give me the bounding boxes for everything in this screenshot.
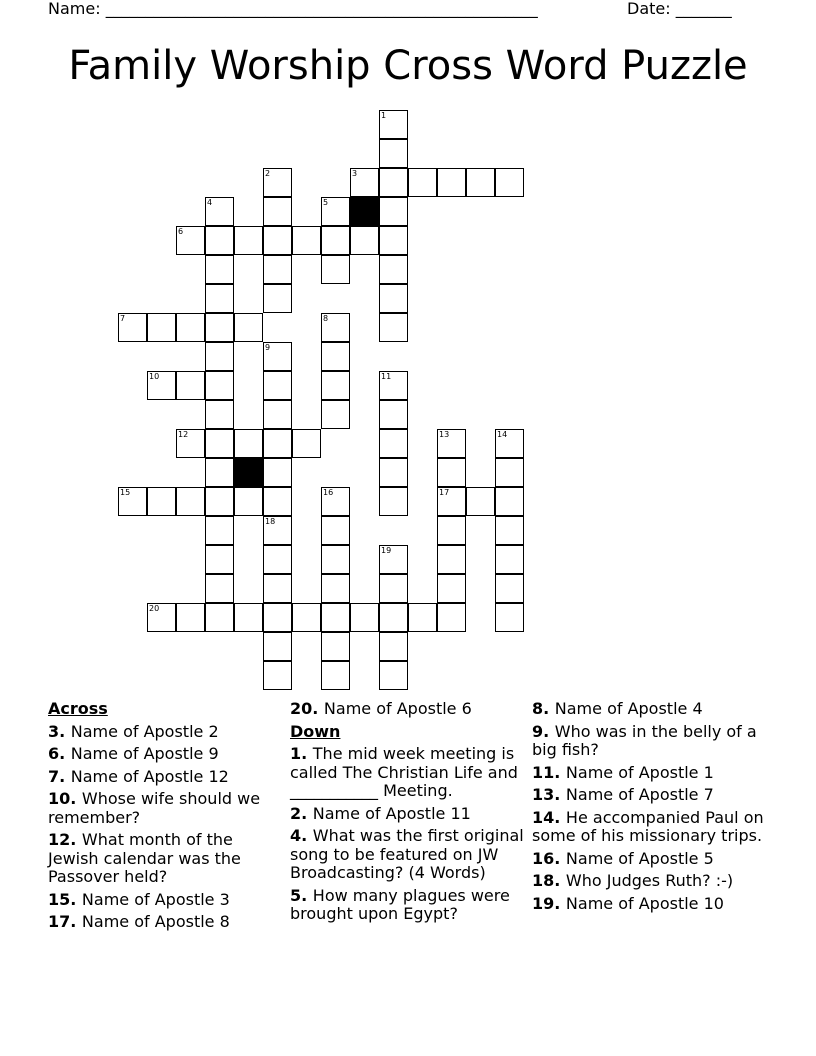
grid-cell[interactable] [118,487,147,516]
grid-cell[interactable] [292,603,321,632]
clue-number: 18 [265,517,276,526]
grid-cell[interactable] [263,400,292,429]
clue-text: He accompanied Paul on some of his missionary trips. [532,807,764,845]
down-heading: Down [290,721,341,741]
clue-item [532,786,772,805]
clue-number: 3 [352,169,358,178]
grid-cell[interactable] [437,429,466,458]
date-label: Date: [627,0,671,18]
grid-cell[interactable] [379,400,408,429]
grid-cell[interactable] [321,255,350,284]
clue-number-label: 8. [532,699,555,718]
grid-cell[interactable] [147,313,176,342]
grid-cell[interactable] [205,255,234,284]
clue-item [290,700,526,719]
clue-number-label: 18. [532,871,566,890]
grid-cell[interactable] [379,429,408,458]
grid-cell[interactable] [321,197,350,226]
grid-cell[interactable] [205,545,234,574]
clue-text: The mid week meeting is called The Christian Life and ___________ Meeting. [290,744,518,800]
clue-number: 10 [149,372,160,381]
grid-cell[interactable] [379,139,408,168]
grid-cell[interactable] [321,226,350,255]
clue-number: 13 [439,430,450,439]
grid-cell[interactable] [437,603,466,632]
grid-cell[interactable] [379,313,408,342]
grid-cell[interactable] [263,371,292,400]
grid-cell[interactable] [466,487,495,516]
grid-cell[interactable] [263,603,292,632]
clue-number-label: 14. [532,807,566,827]
grid-cell[interactable] [495,429,524,458]
grid-cell[interactable] [263,168,292,197]
grid-cell[interactable] [234,226,263,255]
grid-cell[interactable] [292,429,321,458]
clue-number-label: 15. [48,889,82,909]
clue-number: 14 [497,430,508,439]
clue-text: Name of Apostle 2 [70,721,219,741]
clue-number: 15 [120,488,131,497]
grid-cell[interactable] [176,226,205,255]
grid-cell[interactable] [263,429,292,458]
grid-cell[interactable] [408,168,437,197]
clue-text: Name of Apostle 12 [70,766,229,786]
clue-column-2 [290,700,526,928]
clue-number: 1 [381,111,387,120]
grid-cell[interactable] [379,458,408,487]
grid-cell[interactable] [379,487,408,516]
grid-cell[interactable] [263,226,292,255]
grid-cell[interactable] [263,197,292,226]
clue-number-label: 3. [48,721,71,741]
grid-cell[interactable] [263,545,292,574]
clue-item [532,764,772,783]
grid-cell[interactable] [379,371,408,400]
clue-column-1 [48,700,280,936]
clue-text: Name of Apostle 9 [70,744,219,763]
clue-item [48,768,280,787]
clue-number-label: 4. [290,826,313,845]
grid-cell[interactable] [147,371,176,400]
grid-cell[interactable] [437,545,466,574]
grid-cell[interactable] [176,313,205,342]
grid-cell[interactable] [205,516,234,545]
grid-cell[interactable] [408,603,437,632]
grid-cell[interactable] [176,429,205,458]
clue-number-label: 12. [48,830,82,849]
clue-text: Name of Apostle 11 [312,803,471,823]
clue-number: 20 [149,604,160,613]
grid-cell[interactable] [321,574,350,603]
grid-cell[interactable] [176,371,205,400]
grid-cell[interactable] [205,603,234,632]
grid-cell[interactable] [205,429,234,458]
grid-cell[interactable] [379,168,408,197]
clue-number: 16 [323,488,334,497]
clue-text: Name of Apostle 4 [554,699,703,718]
clue-item [48,790,280,827]
grid-cell[interactable] [495,545,524,574]
grid-cell[interactable] [321,545,350,574]
clue-text: Name of Apostle 5 [565,848,714,868]
grid-cell[interactable] [437,516,466,545]
clue-text: Name of Apostle 3 [81,889,230,909]
grid-cell[interactable] [321,342,350,371]
grid-cell[interactable] [379,284,408,313]
grid-cell[interactable] [147,487,176,516]
grid-cell[interactable] [205,400,234,429]
grid-cell[interactable] [205,197,234,226]
grid-cell[interactable] [321,400,350,429]
grid-cell[interactable] [350,603,379,632]
clue-item [290,745,526,801]
clue-number: 11 [381,372,392,381]
grid-cell[interactable] [379,632,408,661]
clue-column-3 [532,700,772,917]
clue-item [532,723,772,760]
grid-cell[interactable] [437,168,466,197]
grid-cell[interactable] [495,168,524,197]
grid-cell[interactable] [495,487,524,516]
clue-number: 2 [265,169,271,178]
grid-cell[interactable] [379,255,408,284]
grid-cell[interactable] [234,603,263,632]
clue-number-label: 16. [532,848,566,868]
clue-number-label: 1. [290,744,313,763]
grid-cell[interactable] [263,255,292,284]
clue-item [48,831,280,887]
clue-text: Who was in the belly of a big fish? [532,721,757,759]
clue-number-label: 11. [532,762,566,782]
clue-text: Name of Apostle 6 [323,699,472,718]
clue-number-label: 2. [290,803,313,823]
clue-text: Name of Apostle 8 [81,912,230,931]
grid-cell[interactable] [379,226,408,255]
down-clue-list [290,745,526,924]
clue-number-label: 20. [290,699,324,718]
grid-cell[interactable] [350,226,379,255]
clue-text: Whose wife should we remember? [48,789,261,827]
clue-number-label: 17. [48,912,82,931]
across-clue-list-continued [290,700,526,719]
grid-cell[interactable] [495,458,524,487]
grid-cell[interactable] [495,603,524,632]
clue-number: 6 [178,227,184,236]
grid-cell[interactable] [263,284,292,313]
grid-cell[interactable] [321,516,350,545]
grid-cell[interactable] [437,487,466,516]
down-clue-list-continued [532,700,772,913]
clue-item [290,805,526,824]
clue-item [532,895,772,914]
grid-cell[interactable] [234,429,263,458]
across-clue-list [48,723,280,932]
grid-cell[interactable] [379,197,408,226]
across-heading: Across [48,699,108,718]
grid-cell[interactable] [379,545,408,574]
grid-cell[interactable] [379,574,408,603]
grid-cell[interactable] [205,458,234,487]
grid-cell[interactable] [205,284,234,313]
grid-cell[interactable] [321,603,350,632]
grid-cell[interactable] [263,342,292,371]
clue-number: 7 [120,314,126,323]
clue-text: Name of Apostle 7 [565,785,714,804]
clue-number-label: 7. [48,766,71,786]
grid-cell[interactable] [263,458,292,487]
clue-number: 4 [207,198,213,207]
name-blank[interactable]: ______________________________________________________ [105,0,538,18]
grid-cell[interactable] [292,226,321,255]
grid-cell[interactable] [379,661,408,690]
grid-cell[interactable] [205,342,234,371]
grid-cell[interactable] [263,661,292,690]
grid-cell[interactable] [234,487,263,516]
clue-item [532,850,772,869]
grid-cell[interactable] [321,632,350,661]
grid-cell[interactable] [321,371,350,400]
grid-cell[interactable] [321,313,350,342]
clue-number: 17 [439,488,450,497]
clue-item [48,913,280,932]
clue-number: 5 [323,198,329,207]
clue-text: What was the first original song to be featured on JW Broadcasting? (4 Words) [290,826,524,882]
clue-number: 19 [381,546,392,555]
clue-number-label: 10. [48,789,82,808]
grid-cell[interactable] [263,574,292,603]
grid-cell[interactable] [205,226,234,255]
grid-cell[interactable] [495,516,524,545]
clue-number: 8 [323,314,329,323]
grid-cell[interactable] [466,168,495,197]
grid-cell[interactable] [495,574,524,603]
grid-cell[interactable] [379,110,408,139]
grid-cell[interactable] [234,313,263,342]
grid-cell[interactable] [379,603,408,632]
clue-number-label: 19. [532,893,566,913]
clue-item [48,745,280,764]
clue-number: 12 [178,430,189,439]
grid-cell[interactable] [263,487,292,516]
clue-number-label: 13. [532,785,566,804]
grid-block [350,197,379,226]
clue-item [290,887,526,924]
grid-cell[interactable] [147,603,176,632]
clue-number-label: 9. [532,721,555,741]
clue-item [48,891,280,910]
grid-cell[interactable] [205,487,234,516]
clue-text: How many plagues were brought upon Egypt? [290,885,510,923]
clue-item [48,723,280,742]
grid-cell[interactable] [321,487,350,516]
clue-text: Who Judges Ruth? :-) [565,871,734,890]
grid-cell[interactable] [176,487,205,516]
grid-cell[interactable] [350,168,379,197]
page-title: Family Worship Cross Word Puzzle [68,43,748,89]
grid-cell[interactable] [118,313,147,342]
grid-cell[interactable] [205,574,234,603]
grid-cell[interactable] [437,574,466,603]
clue-number-label: 6. [48,744,71,763]
clue-text: What month of the Jewish calendar was the Passover held? [48,830,241,886]
grid-block [234,458,263,487]
name-label: Name: [48,0,101,18]
clue-item [532,872,772,891]
clue-text: Name of Apostle 1 [565,762,714,782]
grid-cell[interactable] [176,603,205,632]
grid-cell[interactable] [437,458,466,487]
clue-number: 9 [265,343,271,352]
grid-cell[interactable] [321,661,350,690]
grid-cell[interactable] [205,371,234,400]
grid-cell[interactable] [205,313,234,342]
grid-cell[interactable] [263,516,292,545]
grid-cell[interactable] [263,632,292,661]
clue-item [532,700,772,719]
date-blank[interactable]: _______ [675,0,732,18]
clue-item [532,809,772,846]
clue-number-label: 5. [290,885,313,905]
clue-item [290,827,526,883]
clue-text: Name of Apostle 10 [565,893,724,913]
